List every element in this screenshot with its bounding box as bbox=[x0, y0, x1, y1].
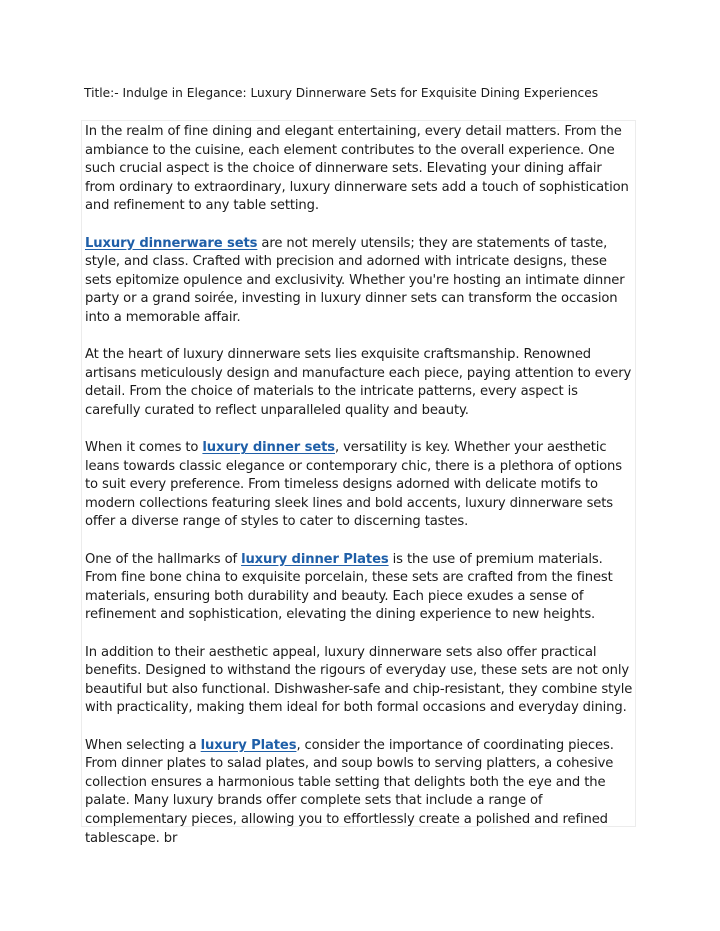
paragraph-text: are not merely utensils; they are statements of taste, style, and class. Crafted with precision and adorned with intricate designs, these sets epitomize opulence and exclusivity. Whether you're hosting an intimate dinner party or a grand soirée, investing in luxury dinner sets can transform the occasion into a memorable affair. bbox=[85, 235, 625, 325]
paragraph-text: , consider the importance of coordinating pieces. From dinner plates to salad plates, and soup bowls to serving platters, a cohesive collection ensures a harmonious table setting that delights both the eye and the palate. Many luxury brands offer complete sets that include a range of complementary pieces, allowing you to effortlessly create a polished and refined tablescape. br bbox=[85, 737, 614, 846]
paragraph-text: When it comes to bbox=[85, 440, 203, 456]
paragraph-text: In the realm of fine dining and elegant entertaining, every detail matters. From the ambiance to the cuisine, each element contributes to the overall experience. One such crucial aspect is the choice of dinnerware sets. Elevating your dining affair from ordinary to extraordinary, luxury dinnerware sets add a touch of sophistication and refinement to any table setting. bbox=[85, 124, 629, 214]
link-luxury-dinner-plates[interactable]: luxury dinner Plates bbox=[241, 551, 389, 567]
paragraph-text: One of the hallmarks of bbox=[85, 551, 242, 567]
paragraph-coordinating-pieces bbox=[85, 737, 635, 849]
paragraph-text: is the use of premium materials. From fine bone china to exquisite porcelain, these sets are crafted from the finest materials, ensuring both durability and beauty. Each piece exudes a sense of refinement and sophistication, elevating the dining experience to new heights. bbox=[85, 551, 613, 623]
paragraph-intro bbox=[85, 123, 635, 216]
paragraph-materials bbox=[85, 551, 635, 625]
link-luxury-plates[interactable]: luxury Plates bbox=[200, 737, 297, 753]
article-body bbox=[81, 120, 636, 846]
paragraph-text: , versatility is key. Whether your aesthetic leans towards classic elegance or contemporary chic, there is a plethora of options to suit every preference. From timeless designs adorned with delicate motifs to modern collections featuring sleek lines and bold accents, luxury dinnerware sets offer a diverse range of styles to cater to discerning tastes. bbox=[85, 440, 622, 530]
paragraph-text: In addition to their aesthetic appeal, luxury dinnerware sets also offer practical benefits. Designed to withstand the rigours of everyday use, these sets are not only beautiful but also functional. Dishwasher-safe and chip-resistant, they combine style with practicality, making them ideal for both formal occasions and everyday dining. bbox=[85, 644, 633, 716]
paragraph-luxury-dinnerware-sets bbox=[85, 235, 635, 328]
paragraph-text: At the heart of luxury dinnerware sets lies exquisite craftsmanship. Renowned artisans meticulously design and manufacture each piece, paying attention to every detail. From the choice of materials to the intricate patterns, every aspect is carefully curated to reflect unparalleled quality and beauty. bbox=[85, 347, 632, 418]
link-luxury-dinnerware-sets[interactable]: Luxury dinnerware sets bbox=[85, 235, 258, 251]
paragraph-text: When selecting a bbox=[85, 737, 201, 753]
paragraph-practical-benefits bbox=[85, 644, 635, 718]
document-title: Title:- Indulge in Elegance: Luxury Dinnerware Sets for Exquisite Dining Experiences bbox=[84, 86, 599, 100]
link-luxury-dinner-sets[interactable]: luxury dinner sets bbox=[202, 440, 335, 456]
paragraph-craftsmanship bbox=[85, 346, 635, 420]
paragraph-versatility bbox=[85, 439, 635, 532]
